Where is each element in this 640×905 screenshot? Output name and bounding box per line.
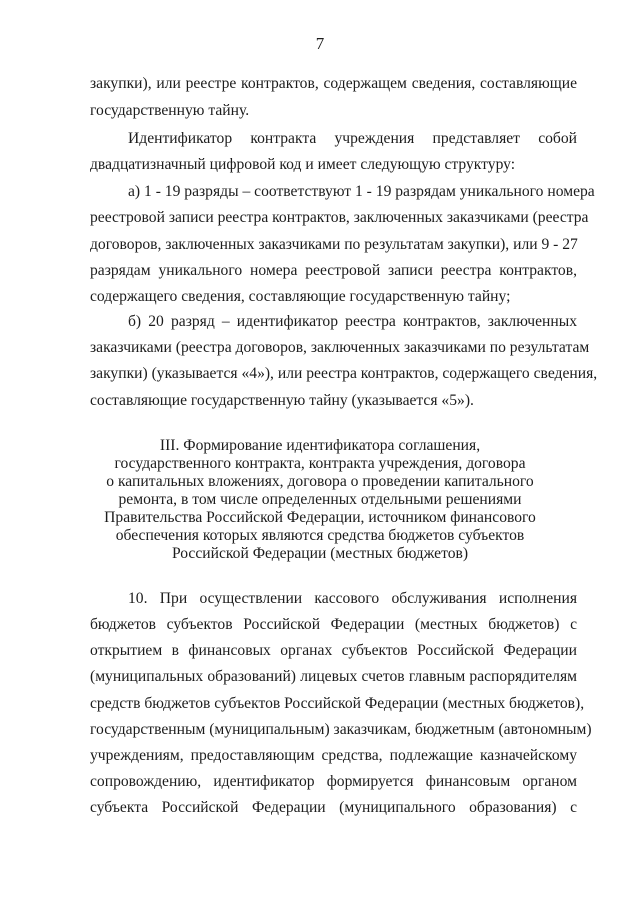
text-line: двадцатизначный цифровой код и имеет следующую структуру:: [90, 156, 516, 173]
section-heading-line: III. Формирование идентификатора соглашения,: [159, 437, 481, 454]
text-line: средств бюджетов субъектов Российской Федерации (местных бюджетов),: [90, 695, 585, 712]
text-line: государственную тайну.: [90, 102, 250, 119]
text-line: реестровой записи реестра контрактов, заключенных заказчиками (реестра: [90, 209, 589, 226]
text-line: открытием в финансовых органах субъектов Российской Федерации: [90, 642, 577, 659]
page-number: 7: [315, 34, 325, 53]
text-line: бюджетов субъектов Российской Федерации (местных бюджетов) с: [90, 616, 577, 633]
text-line: составляющие государственную тайну (указывается «5»).: [90, 392, 474, 409]
text-line: учреждениям, предоставляющим средства, подлежащие казначейскому: [90, 747, 577, 764]
section-heading-line: государственного контракта, контракта учреждения, договора: [114, 455, 526, 472]
text-line: закупки), или реестре контрактов, содержащем сведения, составляющие: [90, 75, 577, 92]
section-heading-line: обеспечения которых являются средства бюджетов субъектов: [115, 527, 525, 544]
text-line: закупки) (указывается «4»), или реестра контрактов, содержащего сведения,: [90, 365, 598, 382]
text-line: содержащего сведения, составляющие государственную тайну;: [90, 288, 511, 305]
text-line: сопровождению, идентификатор формируется финансовым органом: [90, 773, 577, 790]
section-heading-line: о капитальных вложениях, договора о проведении капитального: [106, 473, 534, 490]
section-heading-line: Российской Федерации (местных бюджетов): [171, 545, 469, 562]
text-line: б) 20 разряд – идентификатор реестра контрактов, заключенных: [128, 313, 577, 330]
text-line: Идентификатор контракта учреждения представляет собой: [128, 130, 577, 147]
text-line: государственным (муниципальным) заказчикам, бюджетным (автономным): [90, 721, 592, 738]
text-line: 10. При осуществлении кассового обслуживания исполнения: [128, 590, 577, 607]
text-line: заказчиками (реестра договоров, заключенных заказчиками по результатам: [90, 339, 590, 356]
text-line: а) 1 - 19 разряды – соответствуют 1 - 19 разрядам уникального номера: [128, 183, 595, 200]
text-line: (муниципальных образований) лицевых счетов главным распорядителям: [90, 668, 577, 685]
text-line: субъекта Российской Федерации (муниципального образования) с: [90, 799, 577, 816]
text-line: договоров, заключенных заказчиками по результатам закупки), или 9 - 27: [90, 236, 578, 253]
text-line: разрядам уникального номера реестровой записи реестра контрактов,: [90, 262, 577, 279]
section-heading-line: Правительства Российской Федерации, источником финансового: [104, 509, 536, 526]
section-heading-line: ремонта, в том числе определенных отдельными решениями: [118, 491, 522, 508]
